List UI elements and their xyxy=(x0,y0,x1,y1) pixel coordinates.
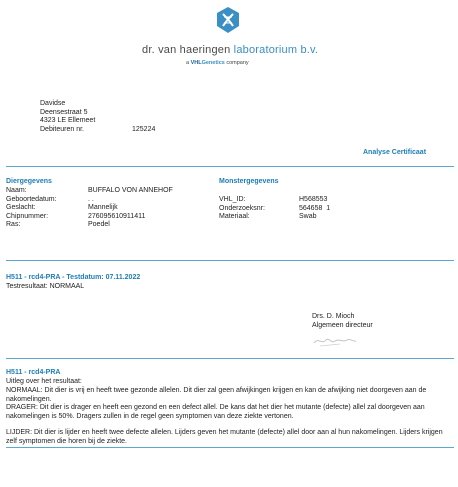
sample-table xyxy=(219,196,330,222)
certificate-title: Analyse Certificaat xyxy=(363,149,427,156)
animal-name-value: BUFFALO VON ANNEHOF xyxy=(88,187,173,194)
sample-vhlid-value: H568553 xyxy=(299,196,328,203)
animal-table xyxy=(6,187,173,230)
address-street: Deensestraat 5 xyxy=(40,108,88,116)
explanation-intro: Uitleg over het resultaat: xyxy=(6,378,82,385)
subtitle-a: a xyxy=(186,60,191,66)
explanation-lijder: LIJDER: Dit dier is lijder en heeft twee defecte allelen. Lijders geven het mutante (defecte) allel door aan al hun nakomelingen. Lijders krijgen zelf symptomen die horen bij de ziekte. xyxy=(6,429,443,445)
debtor-label: Debiteuren nr. xyxy=(40,125,84,133)
signatory-title: Algemeen directeur xyxy=(312,322,373,329)
subtitle-vhl: VHL xyxy=(190,60,202,66)
animal-birthdate-value: . . xyxy=(88,195,94,203)
sample-heading: Monstergegevens xyxy=(219,178,279,185)
signature-image xyxy=(310,331,360,351)
sample-vhlid-label: VHL_ID: xyxy=(219,196,246,203)
animal-heading: Diergegevens xyxy=(6,178,52,185)
animal-sex-value: Mannelijk xyxy=(88,204,118,211)
divider-2 xyxy=(6,260,454,261)
test-heading: H511 - rcd4-PRA - Testdatum: 07.11.2022 xyxy=(6,274,141,281)
address-block xyxy=(40,100,155,134)
test-result: Testresultaat: NORMAAL xyxy=(6,283,85,290)
animal-breed-label: Ras: xyxy=(6,221,21,228)
animal-name-label: Naam: xyxy=(6,187,27,194)
address-name: Davidse xyxy=(40,100,66,107)
subtitle-company: company xyxy=(224,60,249,66)
sample-material-label: Materiaal: xyxy=(219,213,250,220)
divider-4 xyxy=(6,447,454,448)
company-name xyxy=(142,44,318,56)
divider-1 xyxy=(6,166,454,167)
sample-material-value: Swab xyxy=(299,213,317,220)
company-logo xyxy=(215,6,241,34)
sample-research-label: Onderzoeksnr: xyxy=(219,204,265,212)
debtor-number: 125224 xyxy=(132,125,156,133)
signatory-name: Drs. D. Mioch xyxy=(312,313,355,320)
animal-sex-label: Geslacht: xyxy=(6,204,36,211)
animal-breed-value: Poedel xyxy=(88,221,110,228)
animal-chip-value: 276095610911411 xyxy=(88,212,146,220)
subtitle-genetics: Genetics xyxy=(201,60,225,66)
explanation-heading: H511 - rcd4-PRA xyxy=(6,369,61,376)
animal-birthdate-label: Geboortedatum: xyxy=(6,195,57,203)
sample-research-value: 564658 1 xyxy=(299,204,331,212)
company-subtitle xyxy=(186,60,249,66)
explanation-normaal: NORMAAL: Dit dier is vrij en heeft twee gezonde allelen. Dit dier zal geen afwijkingen krijgen en kan de afwijking niet doorgeven aan de nakomelingen. xyxy=(6,387,427,403)
company-name-prefix: dr. van haeringen xyxy=(142,44,234,56)
address-city: 4323 LE Ellemeet xyxy=(40,117,96,124)
company-name-lab: laboratorium b.v. xyxy=(233,44,319,56)
divider-3 xyxy=(6,358,454,359)
animal-chip-label: Chipnummer: xyxy=(6,212,49,220)
explanation-drager: DRAGER: Dit dier is drager en heeft een gezond en een defect allel. De kans dat het dier het mutante (defecte) allel zal doorgeven aan nakomelingen is 50%. Dragers zullen in de regel geen symptomen van deze ziekte vertonen. xyxy=(6,404,425,420)
debtor-row xyxy=(40,126,155,135)
